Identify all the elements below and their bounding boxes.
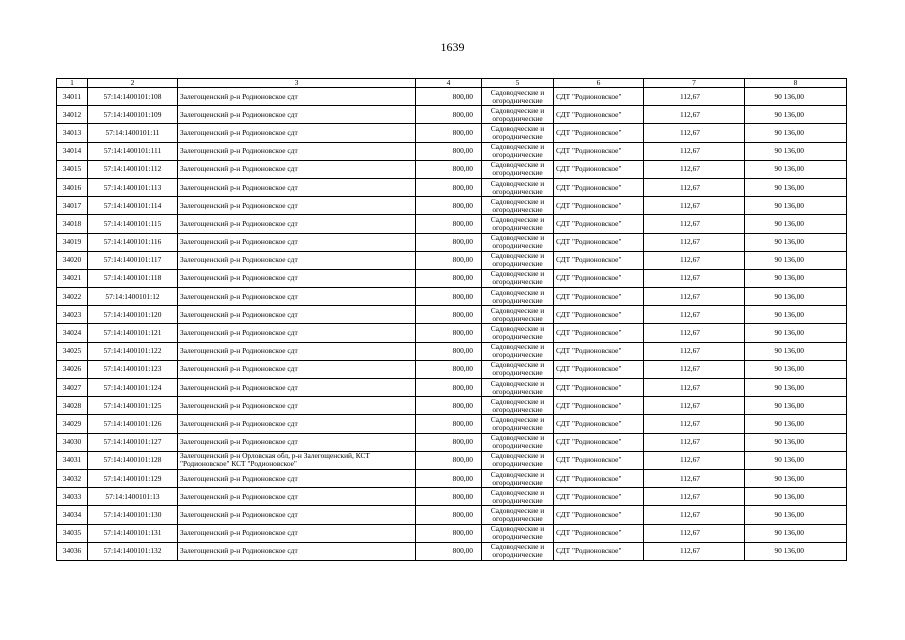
cadastral-number: 57:14:1400101:121 (88, 324, 178, 342)
table-row (57, 233, 847, 251)
area-cell: 800,00 (416, 324, 482, 342)
table-row (57, 451, 847, 469)
table-row (57, 269, 847, 287)
land-use-cell: Садоводческие и огороднические (482, 379, 554, 397)
column-header-3: 3 (178, 79, 416, 88)
area-cell: 800,00 (416, 379, 482, 397)
area-cell: 800,00 (416, 215, 482, 233)
column-header-5: 5 (482, 79, 554, 88)
land-use-cell: Садоводческие и огороднические (482, 251, 554, 269)
cadastral-value-cell: 90 136,00 (745, 451, 847, 469)
column-header-8: 8 (745, 79, 847, 88)
row-number: 34020 (57, 251, 88, 269)
owner-cell: СДТ "Родионовское" (554, 397, 644, 415)
address-cell: Залегощенский р-н Родионовское сдт (178, 142, 416, 160)
land-use-cell: Садоводческие и огороднические (482, 506, 554, 524)
rate-cell: 112,67 (644, 251, 745, 269)
cadastral-value-cell: 90 136,00 (745, 142, 847, 160)
owner-cell: СДТ "Родионовское" (554, 433, 644, 451)
table-row (57, 288, 847, 306)
area-cell: 800,00 (416, 306, 482, 324)
cadastral-registry-table (56, 78, 847, 561)
area-cell: 800,00 (416, 524, 482, 542)
table-row (57, 160, 847, 178)
land-use-cell: Садоводческие и огороднические (482, 542, 554, 560)
owner-cell: СДТ "Родионовское" (554, 324, 644, 342)
table-row (57, 178, 847, 196)
rate-cell: 112,67 (644, 324, 745, 342)
area-cell: 800,00 (416, 251, 482, 269)
owner-cell: СДТ "Родионовское" (554, 360, 644, 378)
rate-cell: 112,67 (644, 469, 745, 487)
cadastral-number: 57:14:1400101:117 (88, 251, 178, 269)
cadastral-number: 57:14:1400101:115 (88, 215, 178, 233)
cadastral-value-cell: 90 136,00 (745, 251, 847, 269)
cadastral-number: 57:14:1400101:112 (88, 160, 178, 178)
rate-cell: 112,67 (644, 360, 745, 378)
owner-cell: СДТ "Родионовское" (554, 233, 644, 251)
cadastral-value-cell: 90 136,00 (745, 506, 847, 524)
owner-cell: СДТ "Родионовское" (554, 288, 644, 306)
area-cell: 800,00 (416, 142, 482, 160)
rate-cell: 112,67 (644, 106, 745, 124)
cadastral-value-cell: 90 136,00 (745, 306, 847, 324)
address-cell: Залегощенский р-н Родионовское сдт (178, 415, 416, 433)
owner-cell: СДТ "Родионовское" (554, 178, 644, 196)
rate-cell: 112,67 (644, 415, 745, 433)
owner-cell: СДТ "Родионовское" (554, 197, 644, 215)
address-cell: Залегощенский р-н Родионовское сдт (178, 397, 416, 415)
address-cell: Залегощенский р-н Родионовское сдт (178, 324, 416, 342)
table-row (57, 197, 847, 215)
table-row (57, 524, 847, 542)
cadastral-number: 57:14:1400101:111 (88, 142, 178, 160)
rate-cell: 112,67 (644, 160, 745, 178)
row-number: 34016 (57, 178, 88, 196)
cadastral-value-cell: 90 136,00 (745, 542, 847, 560)
land-use-cell: Садоводческие и огороднические (482, 524, 554, 542)
cadastral-value-cell: 90 136,00 (745, 269, 847, 287)
land-use-cell: Садоводческие и огороднические (482, 488, 554, 506)
area-cell: 800,00 (416, 88, 482, 106)
owner-cell: СДТ "Родионовское" (554, 160, 644, 178)
cadastral-value-cell: 90 136,00 (745, 88, 847, 106)
row-number: 34026 (57, 360, 88, 378)
cadastral-number: 57:14:1400101:120 (88, 306, 178, 324)
cadastral-value-cell: 90 136,00 (745, 379, 847, 397)
owner-cell: СДТ "Родионовское" (554, 379, 644, 397)
area-cell: 800,00 (416, 542, 482, 560)
owner-cell: СДТ "Родионовское" (554, 542, 644, 560)
row-number: 34018 (57, 215, 88, 233)
land-use-cell: Садоводческие и огороднические (482, 342, 554, 360)
rate-cell: 112,67 (644, 433, 745, 451)
land-use-cell: Садоводческие и огороднические (482, 215, 554, 233)
rate-cell: 112,67 (644, 88, 745, 106)
area-cell: 800,00 (416, 433, 482, 451)
cadastral-number: 57:14:1400101:123 (88, 360, 178, 378)
area-cell: 800,00 (416, 415, 482, 433)
address-cell: Залегощенский р-н Родионовское сдт (178, 269, 416, 287)
cadastral-number: 57:14:1400101:11 (88, 124, 178, 142)
row-number: 34014 (57, 142, 88, 160)
owner-cell: СДТ "Родионовское" (554, 251, 644, 269)
table-row (57, 306, 847, 324)
rate-cell: 112,67 (644, 288, 745, 306)
owner-cell: СДТ "Родионовское" (554, 506, 644, 524)
table-row (57, 360, 847, 378)
address-cell: Залегощенский р-н Родионовское сдт (178, 233, 416, 251)
address-cell: Залегощенский р-н Родионовское сдт (178, 469, 416, 487)
address-cell: Залегощенский р-н Родионовское сдт (178, 506, 416, 524)
address-cell: Залегощенский р-н Родионовское сдт (178, 524, 416, 542)
rate-cell: 112,67 (644, 178, 745, 196)
table-row (57, 251, 847, 269)
table-row (57, 324, 847, 342)
address-cell: Залегощенский р-н Родионовское сдт (178, 288, 416, 306)
land-use-cell: Садоводческие и огороднические (482, 197, 554, 215)
table-row (57, 106, 847, 124)
address-cell: Залегощенский р-н Родионовское сдт (178, 215, 416, 233)
land-use-cell: Садоводческие и огороднические (482, 306, 554, 324)
rate-cell: 112,67 (644, 233, 745, 251)
table-row (57, 124, 847, 142)
cadastral-number: 57:14:1400101:116 (88, 233, 178, 251)
land-use-cell: Садоводческие и огороднические (482, 451, 554, 469)
cadastral-value-cell: 90 136,00 (745, 124, 847, 142)
owner-cell: СДТ "Родионовское" (554, 124, 644, 142)
row-number: 34024 (57, 324, 88, 342)
header-row (57, 79, 847, 88)
area-cell: 800,00 (416, 397, 482, 415)
cadastral-value-cell: 90 136,00 (745, 178, 847, 196)
address-cell: Залегощенский р-н Родионовское сдт (178, 160, 416, 178)
owner-cell: СДТ "Родионовское" (554, 342, 644, 360)
table-row (57, 506, 847, 524)
land-use-cell: Садоводческие и огороднические (482, 415, 554, 433)
row-number: 34027 (57, 379, 88, 397)
row-number: 34021 (57, 269, 88, 287)
cadastral-value-cell: 90 136,00 (745, 233, 847, 251)
rate-cell: 112,67 (644, 306, 745, 324)
row-number: 34017 (57, 197, 88, 215)
address-cell: Залегощенский р-н Родионовское сдт (178, 342, 416, 360)
area-cell: 800,00 (416, 360, 482, 378)
area-cell: 800,00 (416, 288, 482, 306)
address-cell: Залегощенский р-н Родионовское сдт (178, 542, 416, 560)
rate-cell: 112,67 (644, 269, 745, 287)
rate-cell: 112,67 (644, 215, 745, 233)
table-row (57, 379, 847, 397)
owner-cell: СДТ "Родионовское" (554, 469, 644, 487)
cadastral-number: 57:14:1400101:128 (88, 451, 178, 469)
cadastral-number: 57:14:1400101:13 (88, 488, 178, 506)
area-cell: 800,00 (416, 269, 482, 287)
rate-cell: 112,67 (644, 451, 745, 469)
land-use-cell: Садоводческие и огороднические (482, 160, 554, 178)
cadastral-value-cell: 90 136,00 (745, 415, 847, 433)
address-cell: Залегощенский р-н Родионовское сдт (178, 433, 416, 451)
address-cell: Залегощенский р-н Родионовское сдт (178, 379, 416, 397)
cadastral-number: 57:14:1400101:12 (88, 288, 178, 306)
cadastral-number: 57:14:1400101:122 (88, 342, 178, 360)
cadastral-number: 57:14:1400101:108 (88, 88, 178, 106)
row-number: 34011 (57, 88, 88, 106)
address-cell: Залегощенский р-н Родионовское сдт (178, 178, 416, 196)
table-row (57, 215, 847, 233)
column-header-4: 4 (416, 79, 482, 88)
rate-cell: 112,67 (644, 488, 745, 506)
area-cell: 800,00 (416, 451, 482, 469)
row-number: 34019 (57, 233, 88, 251)
land-use-cell: Садоводческие и огороднические (482, 106, 554, 124)
area-cell: 800,00 (416, 160, 482, 178)
land-use-cell: Садоводческие и огороднические (482, 288, 554, 306)
address-cell: Залегощенский р-н Родионовское сдт (178, 488, 416, 506)
row-number: 34035 (57, 524, 88, 542)
cadastral-value-cell: 90 136,00 (745, 433, 847, 451)
cadastral-number: 57:14:1400101:114 (88, 197, 178, 215)
row-number: 34013 (57, 124, 88, 142)
cadastral-value-cell: 90 136,00 (745, 524, 847, 542)
cadastral-value-cell: 90 136,00 (745, 324, 847, 342)
cadastral-number: 57:14:1400101:130 (88, 506, 178, 524)
area-cell: 800,00 (416, 506, 482, 524)
land-use-cell: Садоводческие и огороднические (482, 124, 554, 142)
area-cell: 800,00 (416, 124, 482, 142)
address-cell: Залегощенский р-н Родионовское сдт (178, 197, 416, 215)
column-header-2: 2 (88, 79, 178, 88)
owner-cell: СДТ "Родионовское" (554, 142, 644, 160)
table-row (57, 88, 847, 106)
cadastral-value-cell: 90 136,00 (745, 360, 847, 378)
table-row (57, 142, 847, 160)
address-cell: Залегощенский р-н Родионовское сдт (178, 88, 416, 106)
rate-cell: 112,67 (644, 542, 745, 560)
cadastral-number: 57:14:1400101:124 (88, 379, 178, 397)
cadastral-value-cell: 90 136,00 (745, 342, 847, 360)
table-row (57, 488, 847, 506)
rate-cell: 112,67 (644, 379, 745, 397)
row-number: 34030 (57, 433, 88, 451)
rate-cell: 112,67 (644, 142, 745, 160)
cadastral-number: 57:14:1400101:129 (88, 469, 178, 487)
table-row (57, 542, 847, 560)
row-number: 34012 (57, 106, 88, 124)
area-cell: 800,00 (416, 469, 482, 487)
rate-cell: 112,67 (644, 506, 745, 524)
table-row (57, 415, 847, 433)
rate-cell: 112,67 (644, 197, 745, 215)
owner-cell: СДТ "Родионовское" (554, 269, 644, 287)
table-body (57, 88, 847, 561)
land-use-cell: Садоводческие и огороднические (482, 269, 554, 287)
row-number: 34015 (57, 160, 88, 178)
land-use-cell: Садоводческие и огороднические (482, 88, 554, 106)
area-cell: 800,00 (416, 178, 482, 196)
cadastral-value-cell: 90 136,00 (745, 469, 847, 487)
owner-cell: СДТ "Родионовское" (554, 524, 644, 542)
rate-cell: 112,67 (644, 342, 745, 360)
row-number: 34029 (57, 415, 88, 433)
land-use-cell: Садоводческие и огороднические (482, 397, 554, 415)
row-number: 34022 (57, 288, 88, 306)
cadastral-number: 57:14:1400101:127 (88, 433, 178, 451)
owner-cell: СДТ "Родионовское" (554, 451, 644, 469)
area-cell: 800,00 (416, 342, 482, 360)
cadastral-number: 57:14:1400101:113 (88, 178, 178, 196)
address-cell: Залегощенский р-н Родионовское сдт (178, 124, 416, 142)
row-number: 34028 (57, 397, 88, 415)
owner-cell: СДТ "Родионовское" (554, 215, 644, 233)
area-cell: 800,00 (416, 488, 482, 506)
land-use-cell: Садоводческие и огороднические (482, 142, 554, 160)
cadastral-value-cell: 90 136,00 (745, 197, 847, 215)
cadastral-value-cell: 90 136,00 (745, 215, 847, 233)
cadastral-number: 57:14:1400101:131 (88, 524, 178, 542)
address-cell: Залегощенский р-н Родионовское сдт (178, 306, 416, 324)
cadastral-number: 57:14:1400101:118 (88, 269, 178, 287)
land-use-cell: Садоводческие и огороднические (482, 433, 554, 451)
owner-cell: СДТ "Родионовское" (554, 106, 644, 124)
owner-cell: СДТ "Родионовское" (554, 488, 644, 506)
area-cell: 800,00 (416, 106, 482, 124)
address-cell: Залегощенский р-н Родионовское сдт (178, 251, 416, 269)
rate-cell: 112,67 (644, 524, 745, 542)
cadastral-number: 57:14:1400101:126 (88, 415, 178, 433)
cadastral-number: 57:14:1400101:125 (88, 397, 178, 415)
land-use-cell: Садоводческие и огороднические (482, 233, 554, 251)
cadastral-number: 57:14:1400101:132 (88, 542, 178, 560)
column-header-1: 1 (57, 79, 88, 88)
row-number: 34033 (57, 488, 88, 506)
row-number: 34023 (57, 306, 88, 324)
address-cell: Залегощенский р-н Орловская обл, р-н Залегощенский, КСТ "Родионовское" КСТ "Родионовское" (178, 451, 416, 469)
table-row (57, 342, 847, 360)
area-cell: 800,00 (416, 233, 482, 251)
land-use-cell: Садоводческие и огороднические (482, 360, 554, 378)
cadastral-value-cell: 90 136,00 (745, 488, 847, 506)
land-use-cell: Садоводческие и огороднические (482, 324, 554, 342)
page-number: 1639 (440, 40, 465, 54)
rate-cell: 112,67 (644, 397, 745, 415)
address-cell: Залегощенский р-н Родионовское сдт (178, 106, 416, 124)
row-number: 34031 (57, 451, 88, 469)
land-use-cell: Садоводческие и огороднические (482, 178, 554, 196)
owner-cell: СДТ "Родионовское" (554, 415, 644, 433)
address-cell: Залегощенский р-н Родионовское сдт (178, 360, 416, 378)
owner-cell: СДТ "Родионовское" (554, 88, 644, 106)
cadastral-value-cell: 90 136,00 (745, 106, 847, 124)
area-cell: 800,00 (416, 197, 482, 215)
row-number: 34025 (57, 342, 88, 360)
column-header-6: 6 (554, 79, 644, 88)
table-row (57, 397, 847, 415)
cadastral-number: 57:14:1400101:109 (88, 106, 178, 124)
table-row (57, 433, 847, 451)
row-number: 34036 (57, 542, 88, 560)
cadastral-value-cell: 90 136,00 (745, 288, 847, 306)
table-row (57, 469, 847, 487)
cadastral-value-cell: 90 136,00 (745, 160, 847, 178)
owner-cell: СДТ "Родионовское" (554, 306, 644, 324)
column-header-7: 7 (644, 79, 745, 88)
cadastral-value-cell: 90 136,00 (745, 397, 847, 415)
row-number: 34032 (57, 469, 88, 487)
row-number: 34034 (57, 506, 88, 524)
rate-cell: 112,67 (644, 124, 745, 142)
land-use-cell: Садоводческие и огороднические (482, 469, 554, 487)
